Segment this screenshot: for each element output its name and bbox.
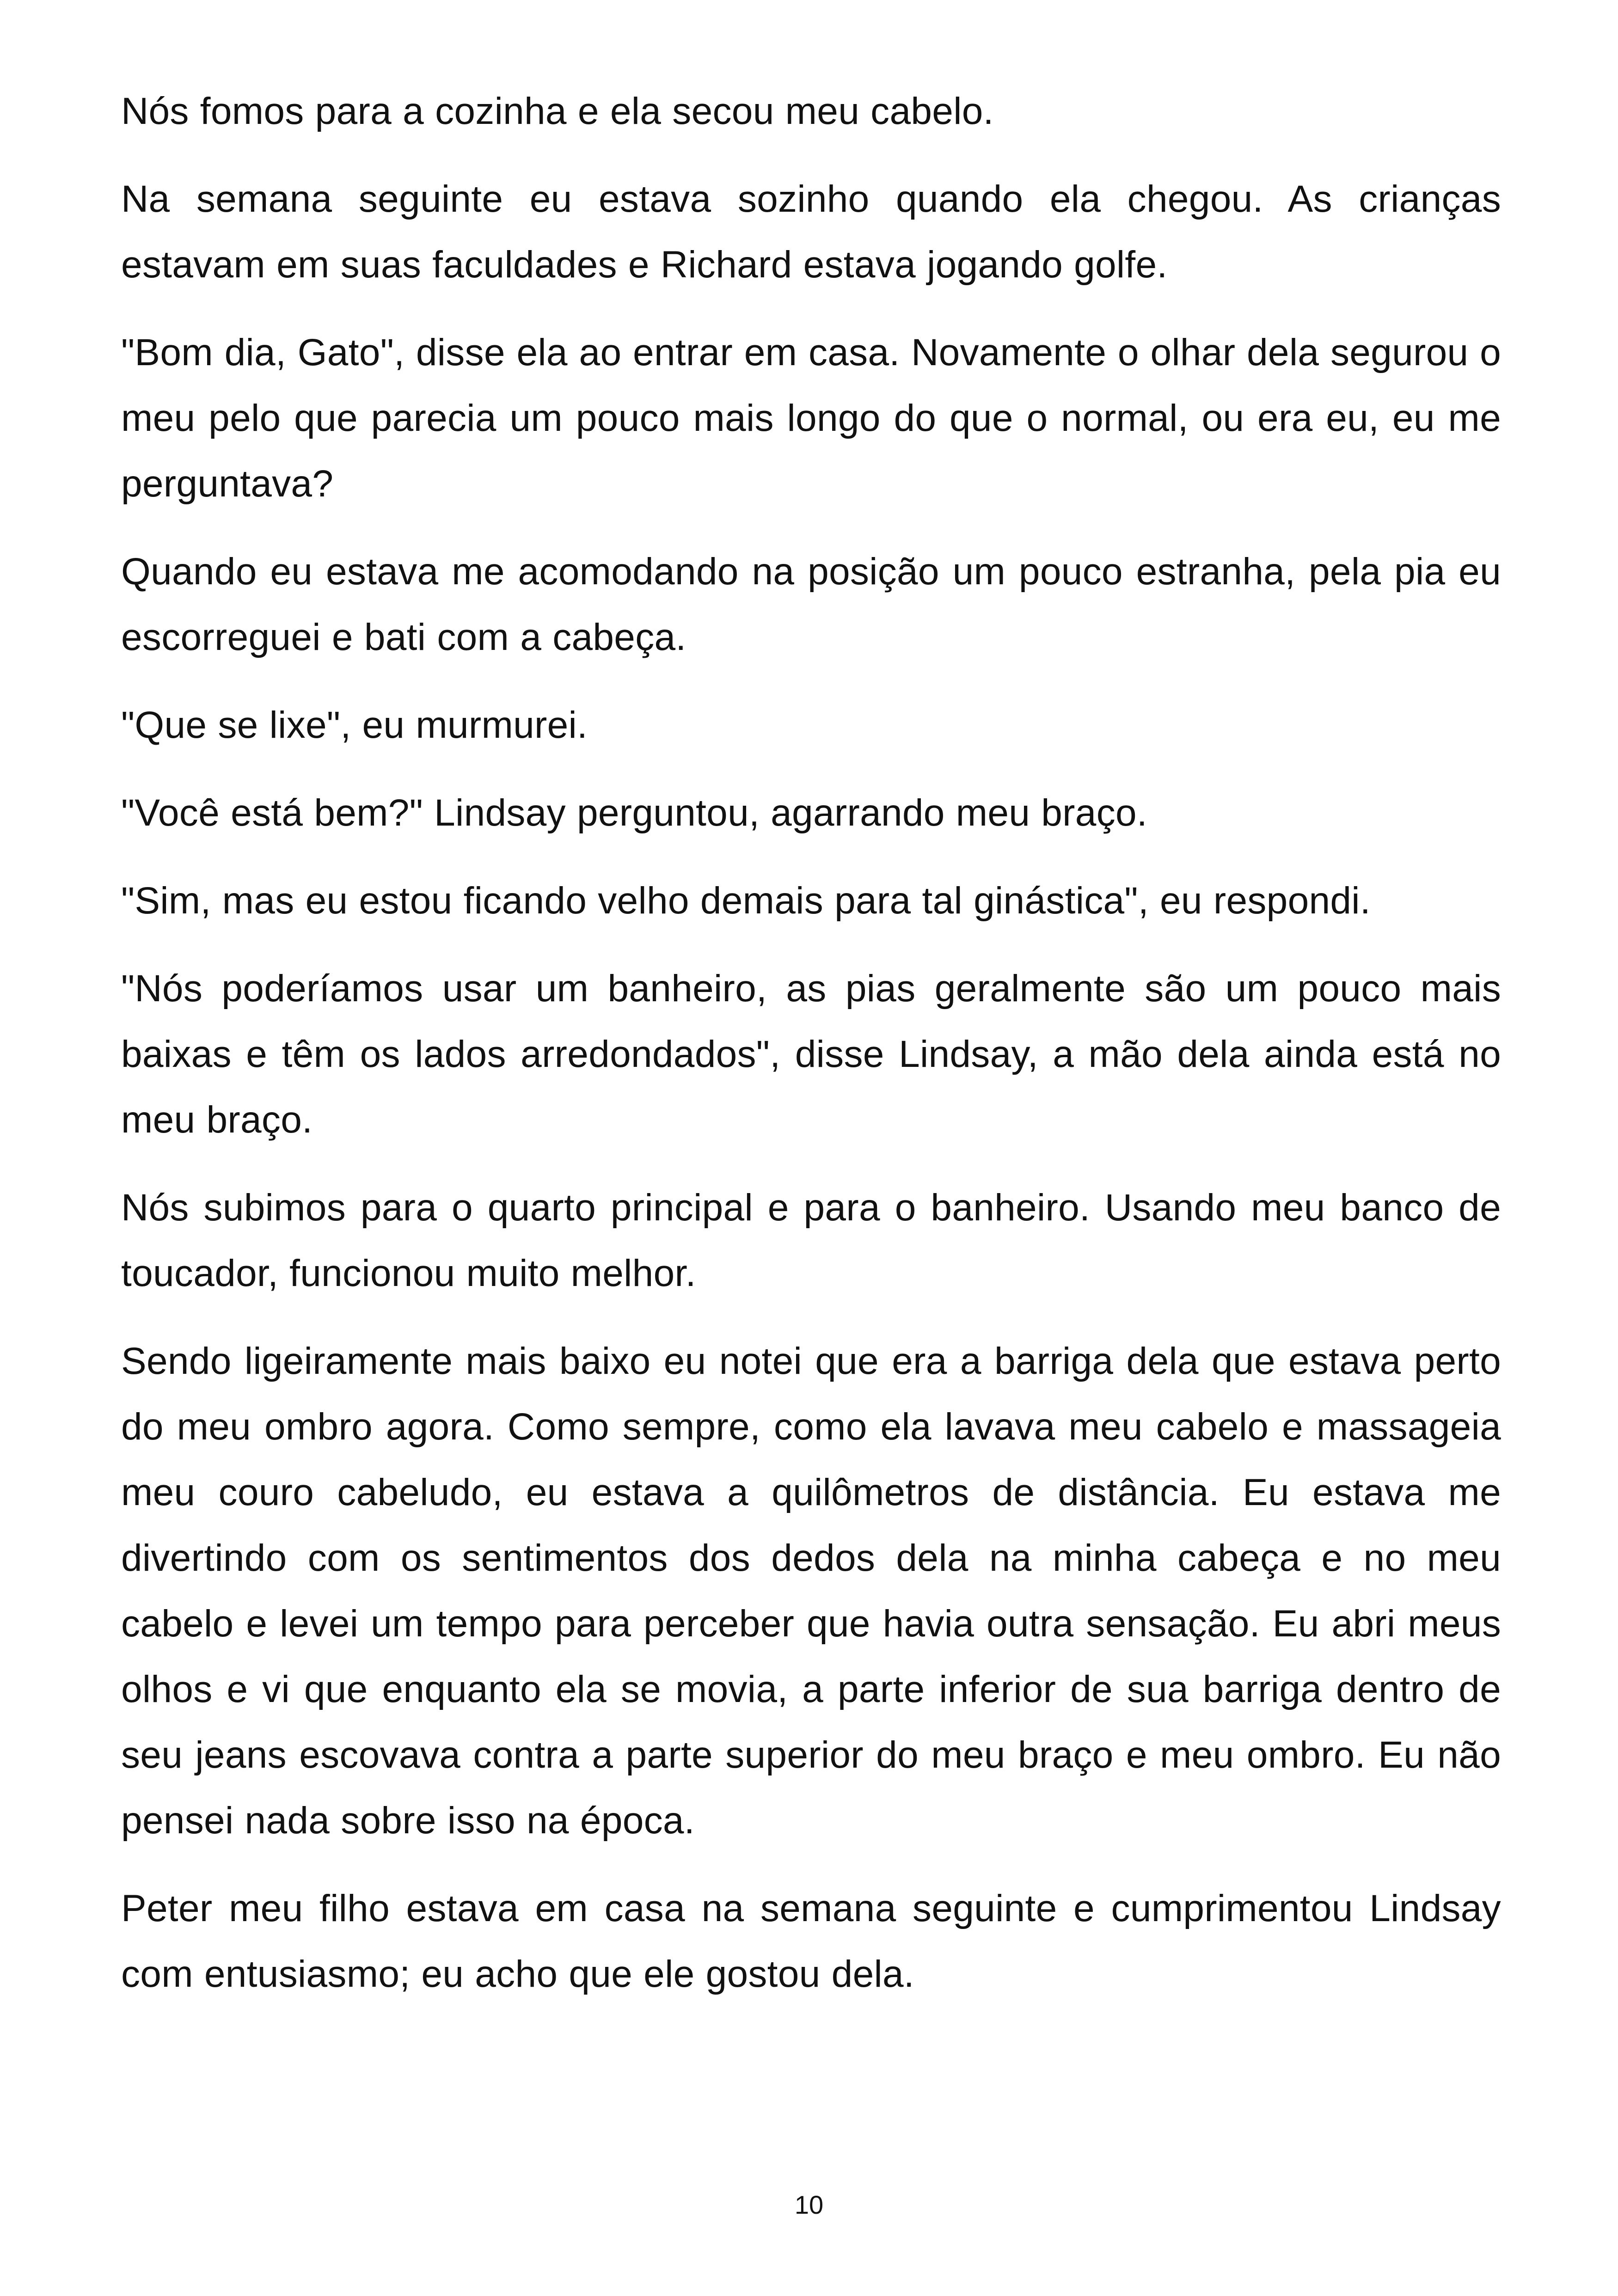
paragraph: "Que se lixe", eu murmurei. [121, 704, 588, 746]
paragraph: Peter meu filho estava em casa na semana seguinte e cumprimentou Lindsay com entusiasmo; eu acho que ele gostou dela. [121, 1887, 1501, 1995]
body-text [121, 79, 1501, 2029]
paragraph: "Nós poderíamos usar um banheiro, as pias geralmente são um pouco mais baixas e têm os lados arredondados", disse Lindsay, a mão dela ainda está no meu braço. [121, 967, 1501, 1141]
paragraph: Sendo ligeiramente mais baixo eu notei que era a barriga dela que estava perto do meu ombro agora. Como sempre, como ela lavava meu cabelo e massageia meu couro cabeludo, eu estava a quilômetros de distância. Eu estava me divertindo com os sentimentos dos dedos dela na minha cabeça e no meu cabelo e levei um tempo para perceber que havia outra sensação. Eu abri meus olhos e vi que enquanto ela se movia, a parte inferior de sua barriga dentro de seu jeans escovava contra a parte superior do meu braço e meu ombro. Eu não pensei nada sobre isso na época. [121, 1340, 1501, 1842]
paragraph: Nós subimos para o quarto principal e para o banheiro. Usando meu banco de toucador, funcionou muito melhor. [121, 1187, 1501, 1294]
paragraph: Nós fomos para a cozinha e ela secou meu cabelo. [121, 90, 994, 132]
paragraph: "Bom dia, Gato", disse ela ao entrar em casa. Novamente o olhar dela segurou o meu pelo que parecia um pouco mais longo do que o normal, ou era eu, eu me perguntava? [121, 331, 1501, 505]
paragraph: Na semana seguinte eu estava sozinho quando ela chegou. As crianças estavam em suas faculdades e Richard estava jogando golfe. [121, 178, 1501, 286]
page-number: 10 [794, 2190, 824, 2219]
paragraph: "Você está bem?" Lindsay perguntou, agarrando meu braço. [121, 792, 1147, 834]
paragraph: "Sim, mas eu estou ficando velho demais para tal ginástica", eu respondi. [121, 880, 1371, 922]
paragraph: Quando eu estava me acomodando na posição um pouco estranha, pela pia eu escorreguei e bati com a cabeça. [121, 551, 1501, 658]
